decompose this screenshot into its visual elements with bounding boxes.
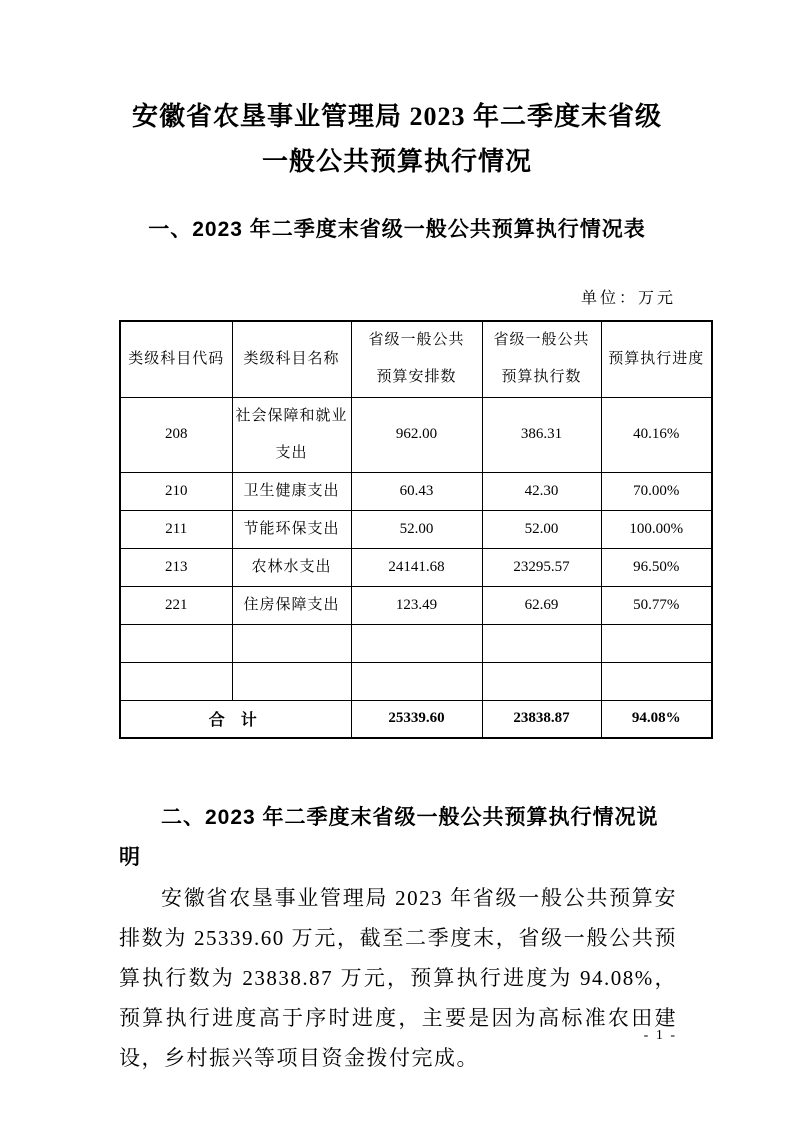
cell-arranged <box>351 624 482 662</box>
cell-progress: 40.16% <box>601 397 712 472</box>
cell-executed <box>482 624 601 662</box>
cell-name <box>232 662 351 700</box>
cell-code: 213 <box>120 548 232 586</box>
header-subject-code: 类级科目代码 <box>120 321 232 397</box>
cell-name <box>232 624 351 662</box>
total-executed: 23838.87 <box>482 700 601 738</box>
table-row <box>120 548 712 586</box>
header-budget-executed-line2: 预算执行数 <box>501 369 582 386</box>
cell-name: 社会保障和就业支出 <box>232 397 351 472</box>
cell-code <box>120 662 232 700</box>
cell-arranged: 962.00 <box>351 397 482 472</box>
section2-heading: 二、2023 年二季度末省级一般公共预算执行情况说明 <box>119 806 659 869</box>
table-row <box>120 510 712 548</box>
cell-executed: 386.31 <box>482 397 601 472</box>
cell-code: 210 <box>120 472 232 510</box>
document-title <box>0 94 794 184</box>
table-row-empty <box>120 662 712 700</box>
header-budget-executed <box>482 321 601 397</box>
table-header-row <box>120 321 712 397</box>
header-progress: 预算执行进度 <box>601 321 712 397</box>
cell-code: 211 <box>120 510 232 548</box>
cell-name: 卫生健康支出 <box>232 472 351 510</box>
cell-code: 221 <box>120 586 232 624</box>
title-line-1: 安徽省农垦事业管理局 2023 年二季度末省级 <box>131 102 662 131</box>
cell-executed: 62.69 <box>482 586 601 624</box>
page-number: - 1 - <box>643 1028 677 1043</box>
total-progress: 94.08% <box>601 700 712 738</box>
table-total-row <box>120 700 712 738</box>
total-label: 合 计 <box>120 700 351 738</box>
cell-code: 208 <box>120 397 232 472</box>
cell-progress: 70.00% <box>601 472 712 510</box>
table-row <box>120 397 712 472</box>
title-line-2: 一般公共预算执行情况 <box>261 147 532 176</box>
cell-progress <box>601 662 712 700</box>
header-budget-arranged <box>351 321 482 397</box>
cell-executed: 42.30 <box>482 472 601 510</box>
cell-progress: 50.77% <box>601 586 712 624</box>
header-budget-executed-line1: 省级一般公共 <box>493 332 590 349</box>
cell-name: 农林水支出 <box>232 548 351 586</box>
cell-executed: 52.00 <box>482 510 601 548</box>
table-row-empty <box>120 624 712 662</box>
cell-arranged: 52.00 <box>351 510 482 548</box>
header-subject-name: 类级科目名称 <box>232 321 351 397</box>
header-budget-arranged-line2: 预算安排数 <box>376 369 457 386</box>
budget-table <box>119 320 713 739</box>
cell-executed: 23295.57 <box>482 548 601 586</box>
section1-heading: 一、2023 年二季度末省级一般公共预算执行情况表 <box>148 218 646 241</box>
cell-progress <box>601 624 712 662</box>
cell-arranged: 24141.68 <box>351 548 482 586</box>
header-budget-arranged-line1: 省级一般公共 <box>368 332 465 349</box>
cell-arranged: 123.49 <box>351 586 482 624</box>
cell-code <box>120 624 232 662</box>
cell-arranged <box>351 662 482 700</box>
unit-label: 单位：万元 <box>580 290 676 307</box>
table-row <box>120 472 712 510</box>
cell-name: 节能环保支出 <box>232 510 351 548</box>
cell-name: 住房保障支出 <box>232 586 351 624</box>
cell-progress: 100.00% <box>601 510 712 548</box>
body-paragraph: 安徽省农垦事业管理局 2023 年省级一般公共预算安排数为 25339.60 万元，截至二季度末，省级一般公共预算执行数为 23838.87 万元，预算执行进度为 94.08%，预算执行进度高于序时进度，主要是因为高标准农田建设，乡村振兴等项目资金拨付完成。 <box>119 886 677 1070</box>
table-row <box>120 586 712 624</box>
cell-progress: 96.50% <box>601 548 712 586</box>
cell-executed <box>482 662 601 700</box>
cell-arranged: 60.43 <box>351 472 482 510</box>
total-arranged: 25339.60 <box>351 700 482 738</box>
